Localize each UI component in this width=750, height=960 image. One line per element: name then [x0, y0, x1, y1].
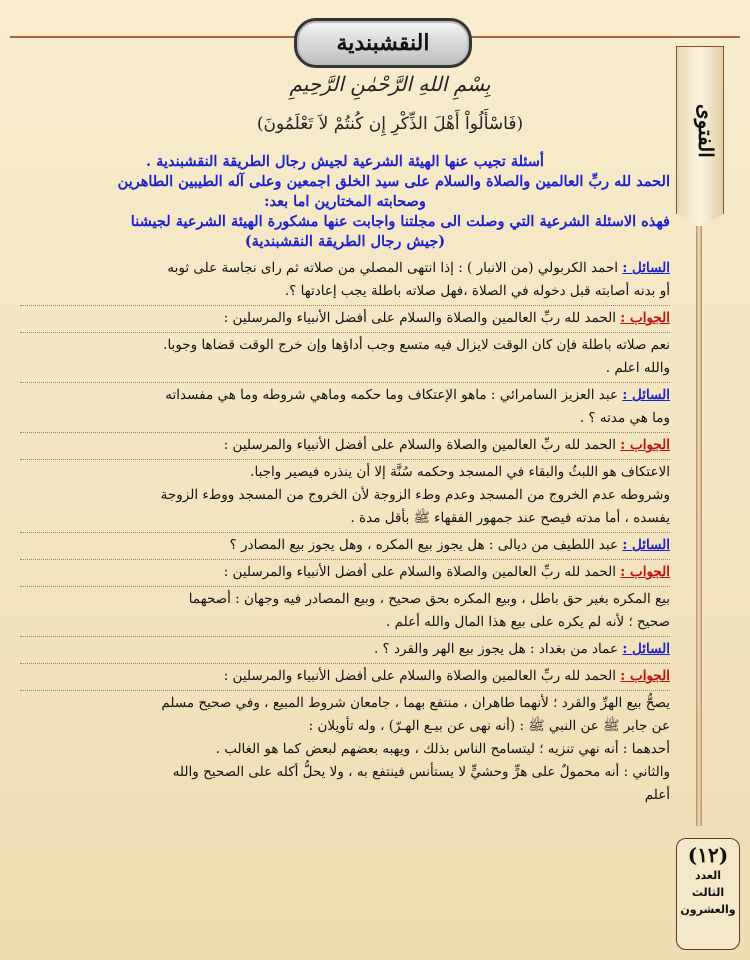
answer-opening: الحمد لله ربِّ العالمين والصلاة والسلام على أفضل الأنبياء والمرسلين : — [223, 668, 616, 684]
answer-line: يصحُّ بيع الهرِّ والقرد ؛ لأنهما طاهران ، منتفع بهما ، جامعان شروط المبيع ، وفي صحيح مسلم — [161, 695, 670, 711]
answer-line: أحدهما : أنه نهي تنزيه ؛ ليتسامح الناس بذلك ، ويهبه بعضهم لبعض كما هو الغالب . — [215, 741, 670, 757]
answer-opening: الحمد لله ربِّ العالمين والصلاة والسلام على أفضل الأنبياء والمرسلين : — [223, 437, 616, 453]
basmala: بِسْمِ اللهِ الرَّحْمٰنِ الرَّحِيمِ — [289, 72, 491, 96]
banner-title: النقشبندية — [336, 30, 430, 56]
question-text: عماد من بغداد : هل يجوز بيع الهر والقرد ؟ . — [373, 641, 619, 657]
intro-line-4: فهذه الاسئلة الشرعية التي وصلت الى مجلتنا واجابت عنها مشكورة الهيئة الشرعية لجيشنا — [130, 213, 670, 230]
answer-label: الجواب : — [620, 310, 670, 326]
answer-line: والله اعلم . — [605, 360, 670, 376]
answer-line: يفسده ، أما مدته فيصح عند جمهور الفقهاء ﷺ بأقل مدة . — [350, 510, 670, 526]
answer-line: والثاني : أنه محمولٌ على هرٍّ وحشيٍّ لا يستأنس فينتفع به ، ولا يحلُّ أكله على الصحيح والله — [172, 764, 670, 780]
answer-3-header — [20, 560, 670, 587]
answer-1-header — [20, 306, 670, 333]
answer-label: الجواب : — [620, 668, 670, 684]
answer-2-header — [20, 433, 670, 460]
answer-2-body — [20, 460, 670, 533]
article-body — [20, 152, 670, 809]
answer-3-body — [20, 587, 670, 637]
question-4 — [20, 637, 670, 664]
answer-line: الاعتكاف هو اللبثُ والبقاء في المسجد وحكمه سُنَّة إلا أن ينذره فيصير واجبا. — [250, 464, 670, 480]
answer-4-header — [20, 664, 670, 691]
issue-line-1: العدد — [694, 869, 722, 882]
issue-line-2: الثالث — [691, 886, 725, 899]
questioner-label: السائل : — [622, 260, 670, 276]
section-label: الفتوى — [694, 104, 718, 158]
magazine-banner — [294, 18, 472, 68]
answer-line: عن جابر ﷺ عن النبي ﷺ : (أنه نهى عن بيـع الهـرّ) ، وله تأويلان : — [308, 718, 670, 734]
question-3 — [20, 533, 670, 560]
intro-line-5: (جيش رجال الطريقة النقشبندية) — [244, 233, 446, 250]
question-1 — [20, 256, 670, 306]
side-tab-stem — [696, 226, 702, 826]
section-side-tab — [676, 46, 724, 816]
question-text-cont: وما هي مدته ؟ . — [579, 410, 670, 426]
issue-box — [676, 838, 740, 950]
answer-line: صحيح ؛ لأنه لم يكره على بيع هذا المال والله أعلم . — [386, 614, 670, 630]
answer-4-body — [20, 691, 670, 809]
question-text: عبد العزيز السامرائي : ماهو الإعتكاف وما حكمه وماهي شروطه وما هي مفسداته — [165, 387, 619, 403]
question-2 — [20, 383, 670, 433]
answer-opening: الحمد لله ربِّ العالمين والصلاة والسلام على أفضل الأنبياء والمرسلين : — [223, 310, 616, 326]
issue-number: (١٢) — [687, 843, 729, 867]
question-text-cont: أو بدنه أصابته قبل دخوله في الصلاة ،فهل صلاته باطلة يجب إعادتها ؟. — [284, 283, 670, 299]
intro-line-2: الحمد لله ربِّ العالمين والصلاة والسلام على سيد الخلق اجمعين وعلى آله الطيبين الطاهرين — [117, 173, 670, 190]
answer-1-body — [20, 333, 670, 383]
question-text: عبد اللطيف من ديالى : هل يجوز بيع المكره ، وهل يجوز بيع المصادر ؟ — [229, 537, 619, 553]
answer-line: بيع المكره بغير حق باطل ، وبيع المكره بحق صحيح ، وبيع المصادر فيه وجهان : أصحهما — [188, 591, 670, 607]
questioner-label: السائل : — [622, 641, 670, 657]
answer-opening: الحمد لله ربِّ العالمين والصلاة والسلام على أفضل الأنبياء والمرسلين : — [223, 564, 616, 580]
answer-line: نعم صلاته باطلة فإن كان الوقت لايزال فيه متسع وجب أداؤها وإن خرج الوقت قضاها وجوبا. — [163, 337, 670, 353]
issue-line-3: والعشرون — [680, 903, 736, 916]
answer-line: أعلم — [644, 787, 670, 803]
answer-label: الجواب : — [620, 564, 670, 580]
answer-line: وشروطه عدم الخروج من المسجد وعدم وطء الزوجة لأن الخروج من المسجد ووطء الزوجة — [160, 487, 670, 503]
questioner-label: السائل : — [622, 387, 670, 403]
intro-line-3: وصحابته المختارين اما بعد: — [264, 193, 426, 210]
answer-label: الجواب : — [620, 437, 670, 453]
questioner-label: السائل : — [622, 537, 670, 553]
quran-verse: (فَاسْأَلُواْ أَهْلَ الذِّكْرِ إِن كُنتُمْ لاَ تَعْلَمُونَ) — [256, 114, 524, 134]
question-text: احمد الكربولي (من الانبار ) : إذا انتهى المصلي من صلاته ثم راى نجاسة على ثوبه — [167, 260, 619, 276]
intro-line-1: أسئلة تجيب عنها الهيئة الشرعية لجيش رجال الطريقة النقشبندية . — [146, 153, 544, 170]
intro — [20, 152, 670, 252]
